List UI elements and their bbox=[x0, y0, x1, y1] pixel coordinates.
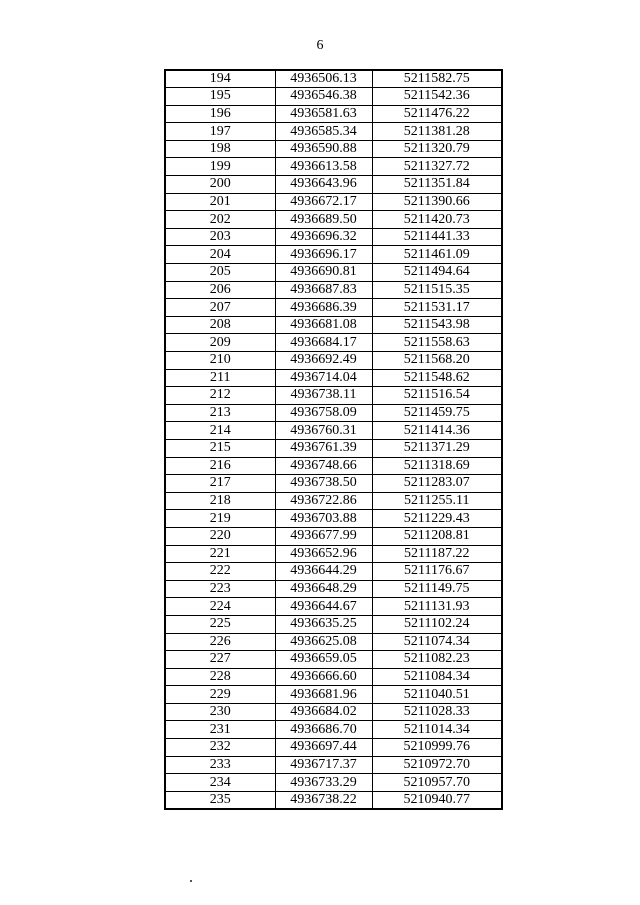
y-coordinate-cell: 5211548.62 bbox=[372, 369, 502, 387]
table-row bbox=[165, 352, 502, 370]
x-coordinate-cell: 4936659.05 bbox=[275, 651, 372, 669]
x-coordinate-cell: 4936686.39 bbox=[275, 299, 372, 317]
table-row bbox=[165, 228, 502, 246]
table-row bbox=[165, 457, 502, 475]
y-coordinate-cell: 5211149.75 bbox=[372, 580, 502, 598]
x-coordinate-cell: 4936672.17 bbox=[275, 193, 372, 211]
table-row bbox=[165, 70, 502, 88]
y-coordinate-cell: 5211516.54 bbox=[372, 387, 502, 405]
table-row bbox=[165, 721, 502, 739]
scan-speck bbox=[190, 880, 192, 882]
table-row bbox=[165, 264, 502, 282]
y-coordinate-cell: 5211371.29 bbox=[372, 439, 502, 457]
table-row bbox=[165, 651, 502, 669]
x-coordinate-cell: 4936648.29 bbox=[275, 580, 372, 598]
table-row bbox=[165, 158, 502, 176]
y-coordinate-cell: 5210972.70 bbox=[372, 756, 502, 774]
point-number-cell: 218 bbox=[165, 492, 275, 510]
table-row bbox=[165, 633, 502, 651]
y-coordinate-cell: 5211459.75 bbox=[372, 404, 502, 422]
y-coordinate-cell: 5211414.36 bbox=[372, 422, 502, 440]
y-coordinate-cell: 5211187.22 bbox=[372, 545, 502, 563]
point-number-cell: 197 bbox=[165, 123, 275, 141]
point-number-cell: 227 bbox=[165, 651, 275, 669]
y-coordinate-cell: 5211327.72 bbox=[372, 158, 502, 176]
y-coordinate-cell: 5211131.93 bbox=[372, 598, 502, 616]
y-coordinate-cell: 5211102.24 bbox=[372, 615, 502, 633]
table-row bbox=[165, 422, 502, 440]
point-number-cell: 200 bbox=[165, 176, 275, 194]
point-number-cell: 205 bbox=[165, 264, 275, 282]
table-row bbox=[165, 475, 502, 493]
x-coordinate-cell: 4936652.96 bbox=[275, 545, 372, 563]
x-coordinate-cell: 4936733.29 bbox=[275, 774, 372, 792]
point-number-cell: 224 bbox=[165, 598, 275, 616]
point-number-cell: 233 bbox=[165, 756, 275, 774]
table-row bbox=[165, 316, 502, 334]
point-number-cell: 230 bbox=[165, 703, 275, 721]
x-coordinate-cell: 4936644.29 bbox=[275, 563, 372, 581]
table-row bbox=[165, 193, 502, 211]
x-coordinate-cell: 4936738.11 bbox=[275, 387, 372, 405]
x-coordinate-cell: 4936758.09 bbox=[275, 404, 372, 422]
point-number-cell: 195 bbox=[165, 88, 275, 106]
y-coordinate-cell: 5211318.69 bbox=[372, 457, 502, 475]
table-row bbox=[165, 615, 502, 633]
x-coordinate-cell: 4936506.13 bbox=[275, 70, 372, 88]
x-coordinate-cell: 4936738.22 bbox=[275, 791, 372, 809]
point-number-cell: 216 bbox=[165, 457, 275, 475]
point-number-cell: 228 bbox=[165, 668, 275, 686]
point-number-cell: 231 bbox=[165, 721, 275, 739]
x-coordinate-cell: 4936761.39 bbox=[275, 439, 372, 457]
y-coordinate-cell: 5211543.98 bbox=[372, 316, 502, 334]
y-coordinate-cell: 5211283.07 bbox=[372, 475, 502, 493]
table-row bbox=[165, 387, 502, 405]
point-number-cell: 206 bbox=[165, 281, 275, 299]
y-coordinate-cell: 5211351.84 bbox=[372, 176, 502, 194]
table-row bbox=[165, 545, 502, 563]
point-number-cell: 234 bbox=[165, 774, 275, 792]
x-coordinate-cell: 4936748.66 bbox=[275, 457, 372, 475]
y-coordinate-cell: 5211515.35 bbox=[372, 281, 502, 299]
point-number-cell: 217 bbox=[165, 475, 275, 493]
x-coordinate-cell: 4936738.50 bbox=[275, 475, 372, 493]
point-number-cell: 208 bbox=[165, 316, 275, 334]
point-number-cell: 235 bbox=[165, 791, 275, 809]
x-coordinate-cell: 4936689.50 bbox=[275, 211, 372, 229]
point-number-cell: 222 bbox=[165, 563, 275, 581]
y-coordinate-cell: 5211074.34 bbox=[372, 633, 502, 651]
y-coordinate-cell: 5211208.81 bbox=[372, 527, 502, 545]
point-number-cell: 219 bbox=[165, 510, 275, 528]
table-row bbox=[165, 211, 502, 229]
point-number-cell: 204 bbox=[165, 246, 275, 264]
point-number-cell: 225 bbox=[165, 615, 275, 633]
point-number-cell: 194 bbox=[165, 70, 275, 88]
x-coordinate-cell: 4936697.44 bbox=[275, 739, 372, 757]
table-row bbox=[165, 105, 502, 123]
table-row bbox=[165, 598, 502, 616]
point-number-cell: 215 bbox=[165, 439, 275, 457]
table-row bbox=[165, 527, 502, 545]
x-coordinate-cell: 4936692.49 bbox=[275, 352, 372, 370]
table-row bbox=[165, 334, 502, 352]
x-coordinate-cell: 4936581.63 bbox=[275, 105, 372, 123]
x-coordinate-cell: 4936585.34 bbox=[275, 123, 372, 141]
table-row bbox=[165, 668, 502, 686]
y-coordinate-cell: 5211320.79 bbox=[372, 140, 502, 158]
point-number-cell: 210 bbox=[165, 352, 275, 370]
point-number-cell: 201 bbox=[165, 193, 275, 211]
table-row bbox=[165, 492, 502, 510]
table-row bbox=[165, 369, 502, 387]
y-coordinate-cell: 5211229.43 bbox=[372, 510, 502, 528]
x-coordinate-cell: 4936681.96 bbox=[275, 686, 372, 704]
point-number-cell: 226 bbox=[165, 633, 275, 651]
y-coordinate-cell: 5210957.70 bbox=[372, 774, 502, 792]
table-row bbox=[165, 281, 502, 299]
y-coordinate-cell: 5211531.17 bbox=[372, 299, 502, 317]
table-row bbox=[165, 774, 502, 792]
x-coordinate-cell: 4936686.70 bbox=[275, 721, 372, 739]
y-coordinate-cell: 5211568.20 bbox=[372, 352, 502, 370]
y-coordinate-cell: 5211381.28 bbox=[372, 123, 502, 141]
y-coordinate-cell: 5211542.36 bbox=[372, 88, 502, 106]
table-row bbox=[165, 756, 502, 774]
point-number-cell: 214 bbox=[165, 422, 275, 440]
x-coordinate-cell: 4936635.25 bbox=[275, 615, 372, 633]
table-row bbox=[165, 140, 502, 158]
table-row bbox=[165, 791, 502, 809]
table-row bbox=[165, 123, 502, 141]
x-coordinate-cell: 4936644.67 bbox=[275, 598, 372, 616]
x-coordinate-cell: 4936625.08 bbox=[275, 633, 372, 651]
x-coordinate-cell: 4936687.83 bbox=[275, 281, 372, 299]
x-coordinate-cell: 4936684.02 bbox=[275, 703, 372, 721]
y-coordinate-cell: 5210940.77 bbox=[372, 791, 502, 809]
y-coordinate-cell: 5211558.63 bbox=[372, 334, 502, 352]
table-row bbox=[165, 739, 502, 757]
table-row bbox=[165, 510, 502, 528]
y-coordinate-cell: 5211082.23 bbox=[372, 651, 502, 669]
x-coordinate-cell: 4936590.88 bbox=[275, 140, 372, 158]
x-coordinate-cell: 4936696.32 bbox=[275, 228, 372, 246]
point-number-cell: 198 bbox=[165, 140, 275, 158]
point-number-cell: 202 bbox=[165, 211, 275, 229]
y-coordinate-cell: 5211390.66 bbox=[372, 193, 502, 211]
point-number-cell: 232 bbox=[165, 739, 275, 757]
table-row bbox=[165, 439, 502, 457]
x-coordinate-cell: 4936703.88 bbox=[275, 510, 372, 528]
table-row bbox=[165, 686, 502, 704]
y-coordinate-cell: 5211255.11 bbox=[372, 492, 502, 510]
page-number: 6 bbox=[316, 38, 324, 53]
point-number-cell: 220 bbox=[165, 527, 275, 545]
x-coordinate-cell: 4936684.17 bbox=[275, 334, 372, 352]
table-row bbox=[165, 88, 502, 106]
table-row bbox=[165, 246, 502, 264]
table-row bbox=[165, 580, 502, 598]
x-coordinate-cell: 4936546.38 bbox=[275, 88, 372, 106]
y-coordinate-cell: 5210999.76 bbox=[372, 739, 502, 757]
point-number-cell: 203 bbox=[165, 228, 275, 246]
x-coordinate-cell: 4936714.04 bbox=[275, 369, 372, 387]
y-coordinate-cell: 5211028.33 bbox=[372, 703, 502, 721]
y-coordinate-cell: 5211014.34 bbox=[372, 721, 502, 739]
x-coordinate-cell: 4936760.31 bbox=[275, 422, 372, 440]
point-number-cell: 221 bbox=[165, 545, 275, 563]
y-coordinate-cell: 5211420.73 bbox=[372, 211, 502, 229]
coordinates-table bbox=[164, 69, 503, 810]
point-number-cell: 211 bbox=[165, 369, 275, 387]
point-number-cell: 213 bbox=[165, 404, 275, 422]
y-coordinate-cell: 5211040.51 bbox=[372, 686, 502, 704]
x-coordinate-cell: 4936696.17 bbox=[275, 246, 372, 264]
y-coordinate-cell: 5211176.67 bbox=[372, 563, 502, 581]
point-number-cell: 196 bbox=[165, 105, 275, 123]
table-row bbox=[165, 299, 502, 317]
y-coordinate-cell: 5211441.33 bbox=[372, 228, 502, 246]
y-coordinate-cell: 5211582.75 bbox=[372, 70, 502, 88]
point-number-cell: 207 bbox=[165, 299, 275, 317]
x-coordinate-cell: 4936677.99 bbox=[275, 527, 372, 545]
x-coordinate-cell: 4936681.08 bbox=[275, 316, 372, 334]
coordinates-table-body bbox=[165, 70, 502, 809]
x-coordinate-cell: 4936643.96 bbox=[275, 176, 372, 194]
x-coordinate-cell: 4936717.37 bbox=[275, 756, 372, 774]
y-coordinate-cell: 5211461.09 bbox=[372, 246, 502, 264]
x-coordinate-cell: 4936666.60 bbox=[275, 668, 372, 686]
table-row bbox=[165, 176, 502, 194]
table-row bbox=[165, 703, 502, 721]
y-coordinate-cell: 5211494.64 bbox=[372, 264, 502, 282]
x-coordinate-cell: 4936613.58 bbox=[275, 158, 372, 176]
x-coordinate-cell: 4936690.81 bbox=[275, 264, 372, 282]
table-row bbox=[165, 404, 502, 422]
point-number-cell: 212 bbox=[165, 387, 275, 405]
point-number-cell: 223 bbox=[165, 580, 275, 598]
point-number-cell: 199 bbox=[165, 158, 275, 176]
y-coordinate-cell: 5211084.34 bbox=[372, 668, 502, 686]
point-number-cell: 229 bbox=[165, 686, 275, 704]
y-coordinate-cell: 5211476.22 bbox=[372, 105, 502, 123]
x-coordinate-cell: 4936722.86 bbox=[275, 492, 372, 510]
table-row bbox=[165, 563, 502, 581]
point-number-cell: 209 bbox=[165, 334, 275, 352]
